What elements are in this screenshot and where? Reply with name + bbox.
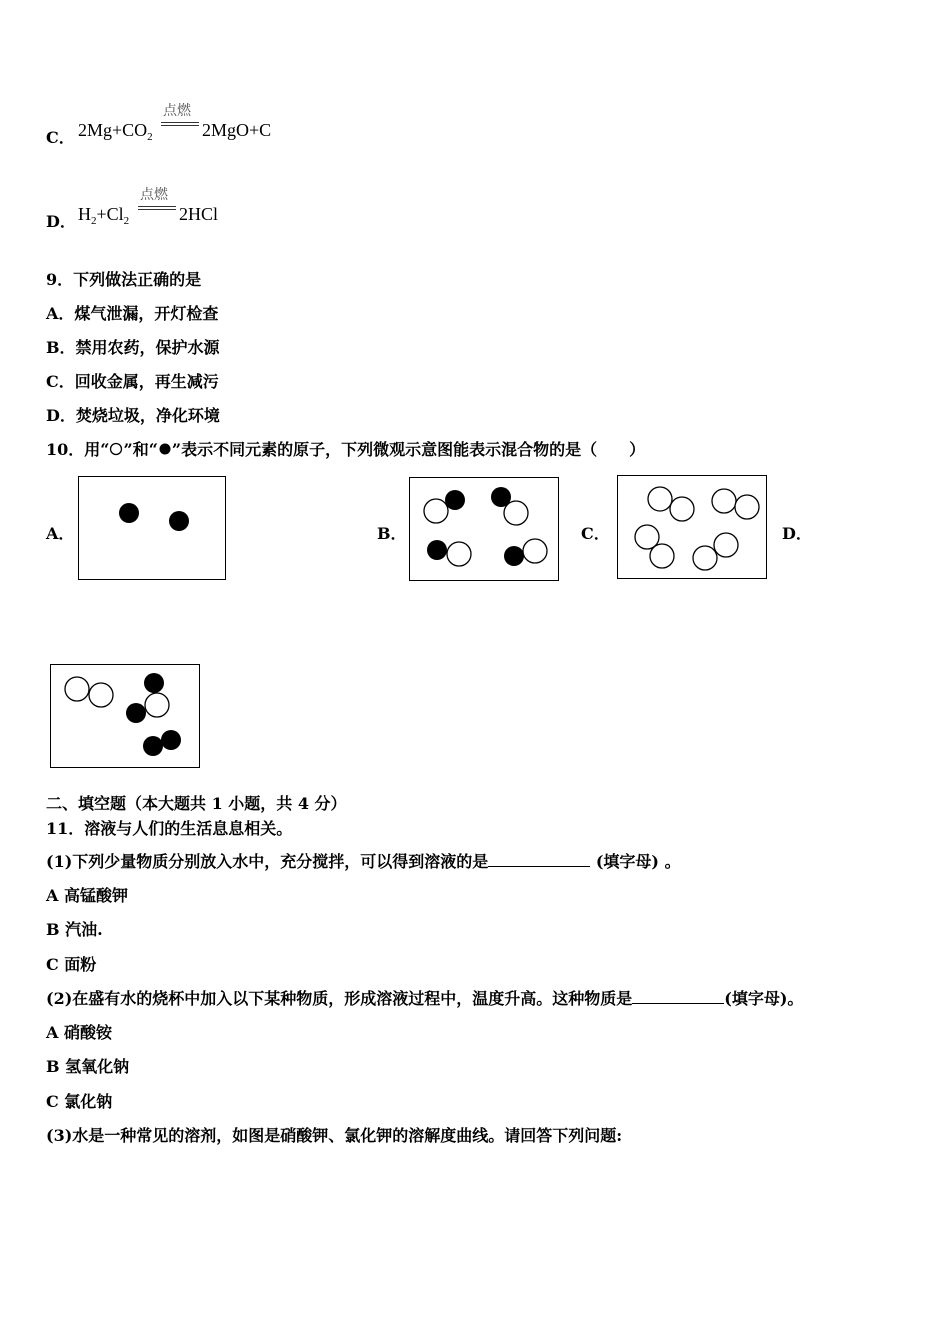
equals-double-line bbox=[161, 125, 199, 126]
hollow-atom bbox=[424, 499, 448, 523]
hollow-atom bbox=[693, 546, 717, 570]
q9-option-c: C．回收金属，再生减污 bbox=[46, 372, 219, 391]
hollow-atom bbox=[504, 501, 528, 525]
q9-option-b: B．禁用农药，保护水源 bbox=[46, 338, 220, 357]
filled-atom bbox=[504, 546, 524, 566]
q10-option-c-label: C． bbox=[581, 524, 610, 543]
q8-option-c-condition: 点燃 bbox=[163, 103, 191, 119]
q10-option-b-label: B． bbox=[377, 524, 407, 543]
hollow-atom bbox=[145, 693, 169, 717]
q8-option-d-label: D． bbox=[46, 212, 76, 231]
hollow-atom bbox=[735, 495, 759, 519]
filled-atom-icon bbox=[158, 442, 172, 456]
filled-atom bbox=[161, 730, 181, 750]
q10-diagram-c bbox=[617, 475, 767, 579]
q8-option-c-label: C． bbox=[46, 128, 75, 147]
filled-atom bbox=[126, 703, 146, 723]
filled-atom bbox=[144, 673, 164, 693]
equals-double-line bbox=[138, 209, 176, 210]
answer-blank-1[interactable] bbox=[488, 852, 590, 867]
q8-option-d-rhs: 2HCl bbox=[179, 204, 219, 224]
q11-part1-option-c: C 面粉 bbox=[46, 955, 97, 974]
q11-part2-option-c: C 氯化钠 bbox=[46, 1092, 113, 1111]
answer-blank-2[interactable] bbox=[632, 989, 724, 1004]
q9-stem: 9．下列做法正确的是 bbox=[46, 270, 202, 289]
q11-part1: (1)下列少量物质分别放入水中，充分搅拌，可以得到溶液的是 (填字母) 。 bbox=[46, 852, 681, 871]
filled-atom bbox=[169, 511, 189, 531]
section2-heading: 二、填空题（本大题共 1 小题，共 4 分） bbox=[46, 794, 347, 813]
filled-atom bbox=[143, 736, 163, 756]
hollow-atom bbox=[523, 539, 547, 563]
q10-stem: 10．用“ ”和“ ”表示不同元素的原子，下列微观示意图能表示混合物的是（ ） bbox=[46, 440, 646, 459]
q8-option-c-lhs: $2Mg+CO_2$ bbox=[78, 120, 153, 143]
q11-part2-option-b: B 氢氧化钠 bbox=[46, 1057, 130, 1076]
q8-option-d-lhs: $H_2+Cl_2$ bbox=[78, 204, 130, 227]
q11-part1-option-b: B 汽油. bbox=[46, 920, 103, 939]
hollow-atom bbox=[670, 497, 694, 521]
hollow-atom bbox=[648, 487, 672, 511]
q11-part3: (3)水是一种常见的溶剂，如图是硝酸钾、氯化钾的溶解度曲线。请回答下列问题: bbox=[46, 1126, 623, 1145]
q10-option-d-label: D． bbox=[782, 524, 812, 543]
q8-option-d-condition: 点燃 bbox=[140, 187, 168, 203]
q10-option-a-label: A． bbox=[46, 524, 75, 543]
hollow-atom bbox=[650, 544, 674, 568]
filled-atom bbox=[119, 503, 139, 523]
hollow-atom bbox=[712, 489, 736, 513]
q11-stem: 11．溶液与人们的生活息息相关。 bbox=[46, 819, 293, 838]
hollow-atom bbox=[89, 683, 113, 707]
hollow-atom bbox=[714, 533, 738, 557]
q10-diagram-b bbox=[409, 477, 559, 581]
q10-diagram-a bbox=[78, 476, 226, 580]
filled-atom bbox=[445, 490, 465, 510]
q11-part2-option-a: A 硝酸铵 bbox=[46, 1023, 112, 1042]
equals-double-line bbox=[161, 122, 199, 123]
filled-atom bbox=[427, 540, 447, 560]
q11-part1-option-a: A 高锰酸钾 bbox=[46, 886, 128, 905]
hollow-atom bbox=[447, 542, 471, 566]
q8-option-c-rhs: 2MgO+C bbox=[202, 120, 272, 140]
hollow-atom bbox=[65, 677, 89, 701]
q9-option-a: A．煤气泄漏，开灯检查 bbox=[46, 304, 219, 323]
equals-double-line bbox=[138, 206, 176, 207]
q11-part2: (2)在盛有水的烧杯中加入以下某种物质，形成溶液过程中，温度升高。这种物质是 (填字母)。 bbox=[46, 989, 804, 1008]
q10-diagram-d bbox=[50, 664, 200, 768]
q9-option-d: D．焚烧垃圾，净化环境 bbox=[46, 406, 220, 425]
hollow-atom-icon bbox=[109, 442, 123, 456]
